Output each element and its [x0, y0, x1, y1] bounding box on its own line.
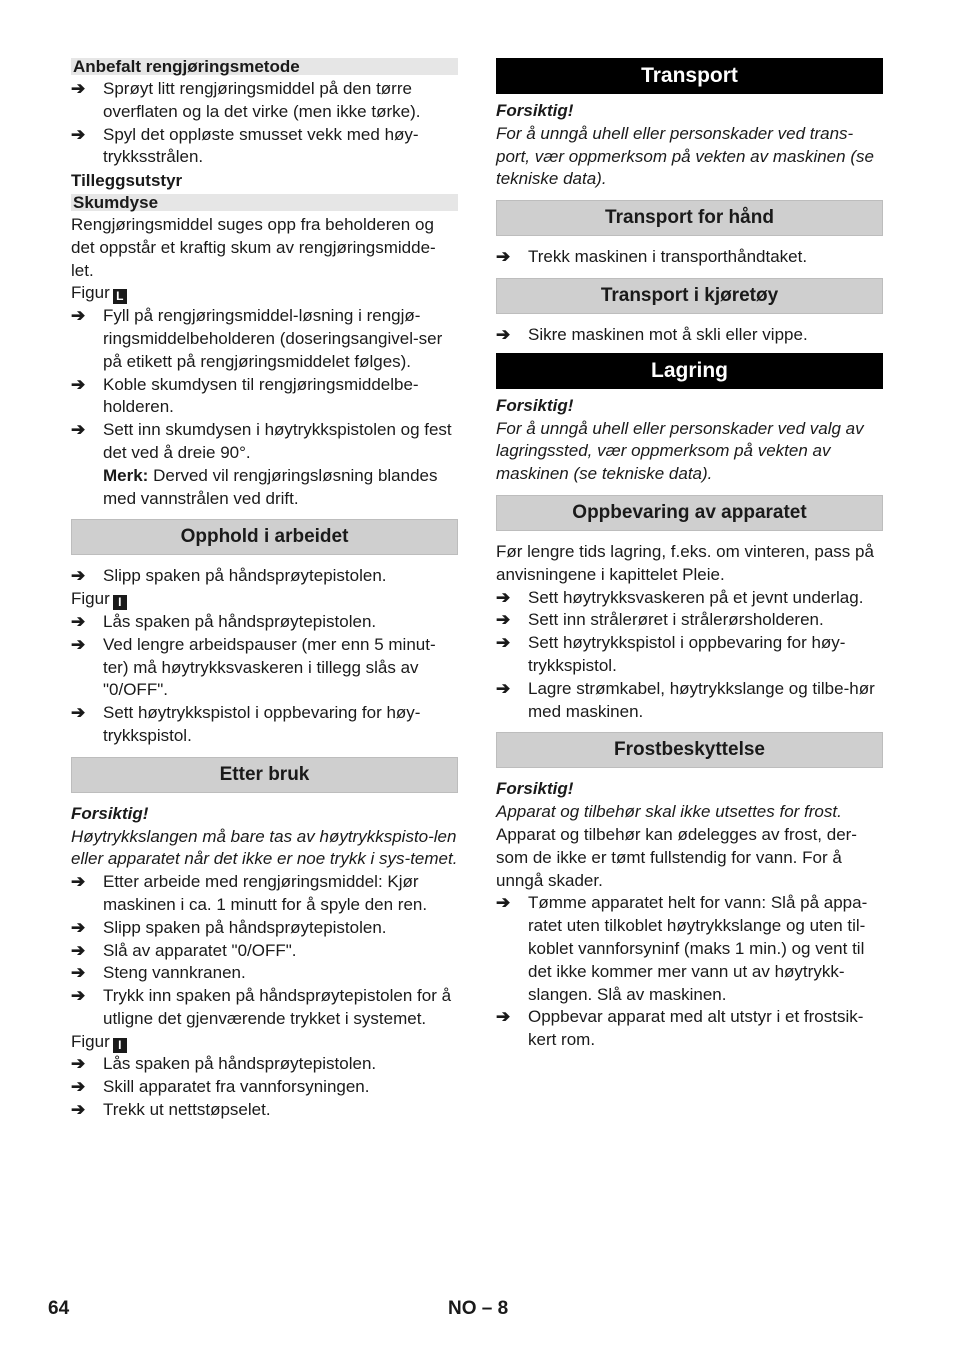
- list-item: ➔ Sett høytrykkspistol i oppbevaring for høy-trykkspistol.: [71, 702, 458, 748]
- caution-title: Forsiktig!: [71, 803, 149, 823]
- arrow-icon: ➔: [71, 1077, 86, 1097]
- list-item: ➔ Trekk maskinen i transporthåndtaket.: [496, 246, 883, 269]
- list-item: ➔ Oppbevar apparat med alt utstyr i et frostsik-kert rom.: [496, 1006, 883, 1052]
- list-item: ➔ Sprøyt litt rengjøringsmiddel på den tørre overflaten og la det virke (men ikke tørke).: [71, 78, 458, 124]
- arrow-icon: ➔: [496, 587, 511, 607]
- list-item: ➔ Koble skumdysen til rengjøringsmiddelbe-holderen.: [71, 374, 458, 420]
- arrow-icon: ➔: [71, 703, 86, 723]
- arrow-icon: ➔: [496, 1007, 511, 1027]
- arrow-icon: ➔: [496, 247, 511, 267]
- arrow-icon: ➔: [496, 324, 511, 344]
- arrow-icon: ➔: [71, 566, 86, 586]
- heading-keeping-appliance: Oppbevaring av apparatet: [496, 495, 883, 531]
- arrow-icon: ➔: [71, 940, 86, 960]
- arrow-icon: ➔: [496, 893, 511, 913]
- caution-text: Høytrykkslangen må bare tas av høytrykkspisto-len eller apparatet når det ikke er noe trykk i sys-temet.: [71, 826, 458, 869]
- figure-i-icon: I: [113, 1038, 127, 1053]
- arrow-icon: ➔: [71, 917, 86, 937]
- list-item: ➔ Lagre strømkabel, høytrykkslange og tilbe-hør med maskinen.: [496, 678, 883, 724]
- list-item: ➔ Lås spaken på håndsprøytepistolen.: [71, 611, 458, 634]
- heading-transport: Transport: [496, 58, 883, 94]
- arrow-icon: ➔: [71, 420, 86, 440]
- figure-reference: Figur I: [71, 588, 458, 611]
- arrow-icon: ➔: [71, 306, 86, 326]
- list-item: ➔ Fyll på rengjøringsmiddel-løsning i rengjø-ringsmiddelbeholderen (doseringsangivel-ser på etikett på rengjøringsmiddelet følges).: [71, 305, 458, 373]
- list-item: ➔ Spyl det oppløste smusset vekk med høy-trykksstrålen.: [71, 124, 458, 170]
- list-item: ➔ Sikre maskinen mot å skli eller vippe.: [496, 324, 883, 347]
- list-item: ➔ Trykk inn spaken på håndsprøytepistolen for å utligne det gjenværende trykket i systemet.: [71, 985, 458, 1031]
- arrow-icon: ➔: [496, 610, 511, 630]
- paragraph: Rengjøringsmiddel suges opp fra beholderen og det oppstår et kraftig skum av rengjøringsmidde-let.: [71, 214, 436, 280]
- arrow-icon: ➔: [496, 678, 511, 698]
- figure-i-icon: I: [113, 595, 127, 610]
- paragraph: Apparat og tilbehør kan ødelegges av frost, der-som de ikke er tømt fullstendig for vann. For å unngå skader.: [496, 824, 857, 890]
- figure-reference: Figur I: [71, 1031, 458, 1054]
- list-item: ➔ Lås spaken på håndsprøytepistolen.: [71, 1053, 458, 1076]
- arrow-icon: ➔: [71, 963, 86, 983]
- list-item: ➔ Etter arbeide med rengjøringsmiddel: Kjør maskinen i ca. 1 minutt for å spyle den ren.: [71, 871, 458, 917]
- heading-storage: Lagring: [496, 353, 883, 389]
- caution-text: Apparat og tilbehør skal ikke utsettes for frost.: [496, 802, 842, 822]
- subheading-foam-nozzle: Skumdyse: [71, 194, 458, 211]
- caution-title: Forsiktig!: [496, 779, 574, 799]
- paragraph: Før lengre tids lagring, f.eks. om vinteren, pass på anvisningene i kapittelet Pleie.: [496, 541, 874, 584]
- heading-transport-by-hand: Transport for hånd: [496, 200, 883, 236]
- heading-transport-vehicle: Transport i kjøretøy: [496, 278, 883, 314]
- note: Merk: Derved vil rengjøringsløsning blandes med vannstrålen ved drift.: [103, 465, 438, 508]
- list-item: ➔ Slå av apparatet "0/OFF".: [71, 940, 458, 963]
- arrow-icon: ➔: [71, 79, 86, 98]
- heading-after-use: Etter bruk: [71, 757, 458, 793]
- subheading-recommended-method: Anbefalt rengjøringsmetode: [71, 58, 458, 75]
- accessories-heading: Tilleggsutstyr: [71, 171, 183, 191]
- list-item: ➔ Sett inn strålerøret i strålerørsholderen.: [496, 609, 883, 632]
- left-column: [71, 57, 458, 1122]
- arrow-icon: ➔: [71, 634, 86, 654]
- arrow-icon: ➔: [71, 611, 86, 631]
- caution-text: For å unngå uhell eller personskader ved valg av lagringssted, vær oppmerksom på vekten av maskinen (se tekniske data).: [496, 418, 864, 484]
- figure-l-icon: L: [113, 289, 127, 304]
- figure-reference: Figur L: [71, 282, 458, 305]
- list-item: ➔ Sett inn skumdysen i høytrykkspistolen og fest det ved å dreie 90°.: [71, 419, 458, 465]
- section-label: NO – 8: [448, 1298, 509, 1319]
- heading-work-pause: Opphold i arbeidet: [71, 519, 458, 555]
- arrow-icon: ➔: [71, 986, 86, 1006]
- list-item: ➔ Sett høytrykksvaskeren på et jevnt underlag.: [496, 587, 883, 610]
- list-item: ➔ Trekk ut nettstøpselet.: [71, 1099, 458, 1122]
- list-item: ➔ Sett høytrykkspistol i oppbevaring for høy-trykkspistol.: [496, 632, 883, 678]
- list-item: ➔ Steng vannkranen.: [71, 962, 458, 985]
- page-number: 64: [48, 1298, 70, 1319]
- caution-text: For å unngå uhell eller personskader ved trans-port, vær oppmerksom på vekten av maskinen (se tekniske data).: [496, 123, 874, 189]
- heading-frost-protection: Frostbeskyttelse: [496, 732, 883, 768]
- right-column: [496, 57, 883, 1052]
- arrow-icon: ➔: [71, 124, 86, 144]
- list-item: ➔ Skill apparatet fra vannforsyningen.: [71, 1076, 458, 1099]
- arrow-icon: ➔: [71, 872, 86, 892]
- arrow-icon: ➔: [496, 633, 511, 653]
- caution-title: Forsiktig!: [496, 101, 574, 120]
- arrow-icon: ➔: [71, 1100, 86, 1120]
- list-item: ➔ Slipp spaken på håndsprøytepistolen.: [71, 565, 458, 588]
- list-item: ➔ Ved lengre arbeidspauser (mer enn 5 minut-ter) må høytrykksvaskeren i tillegg slås av "0/OFF".: [71, 634, 458, 702]
- list-item: ➔ Tømme apparatet helt for vann: Slå på appa-ratet uten tilkoblet høytrykkslange og uten til-koblet vannforsyninf (maks 1 min.) og vent til det ikke kommer mer vann ut av høytrykk-slangen. Slå av maskinen.: [496, 892, 883, 1006]
- caution-title: Forsiktig!: [496, 395, 574, 415]
- arrow-icon: ➔: [71, 374, 86, 394]
- arrow-icon: ➔: [71, 1054, 86, 1074]
- list-item: ➔ Slipp spaken på håndsprøytepistolen.: [71, 917, 458, 940]
